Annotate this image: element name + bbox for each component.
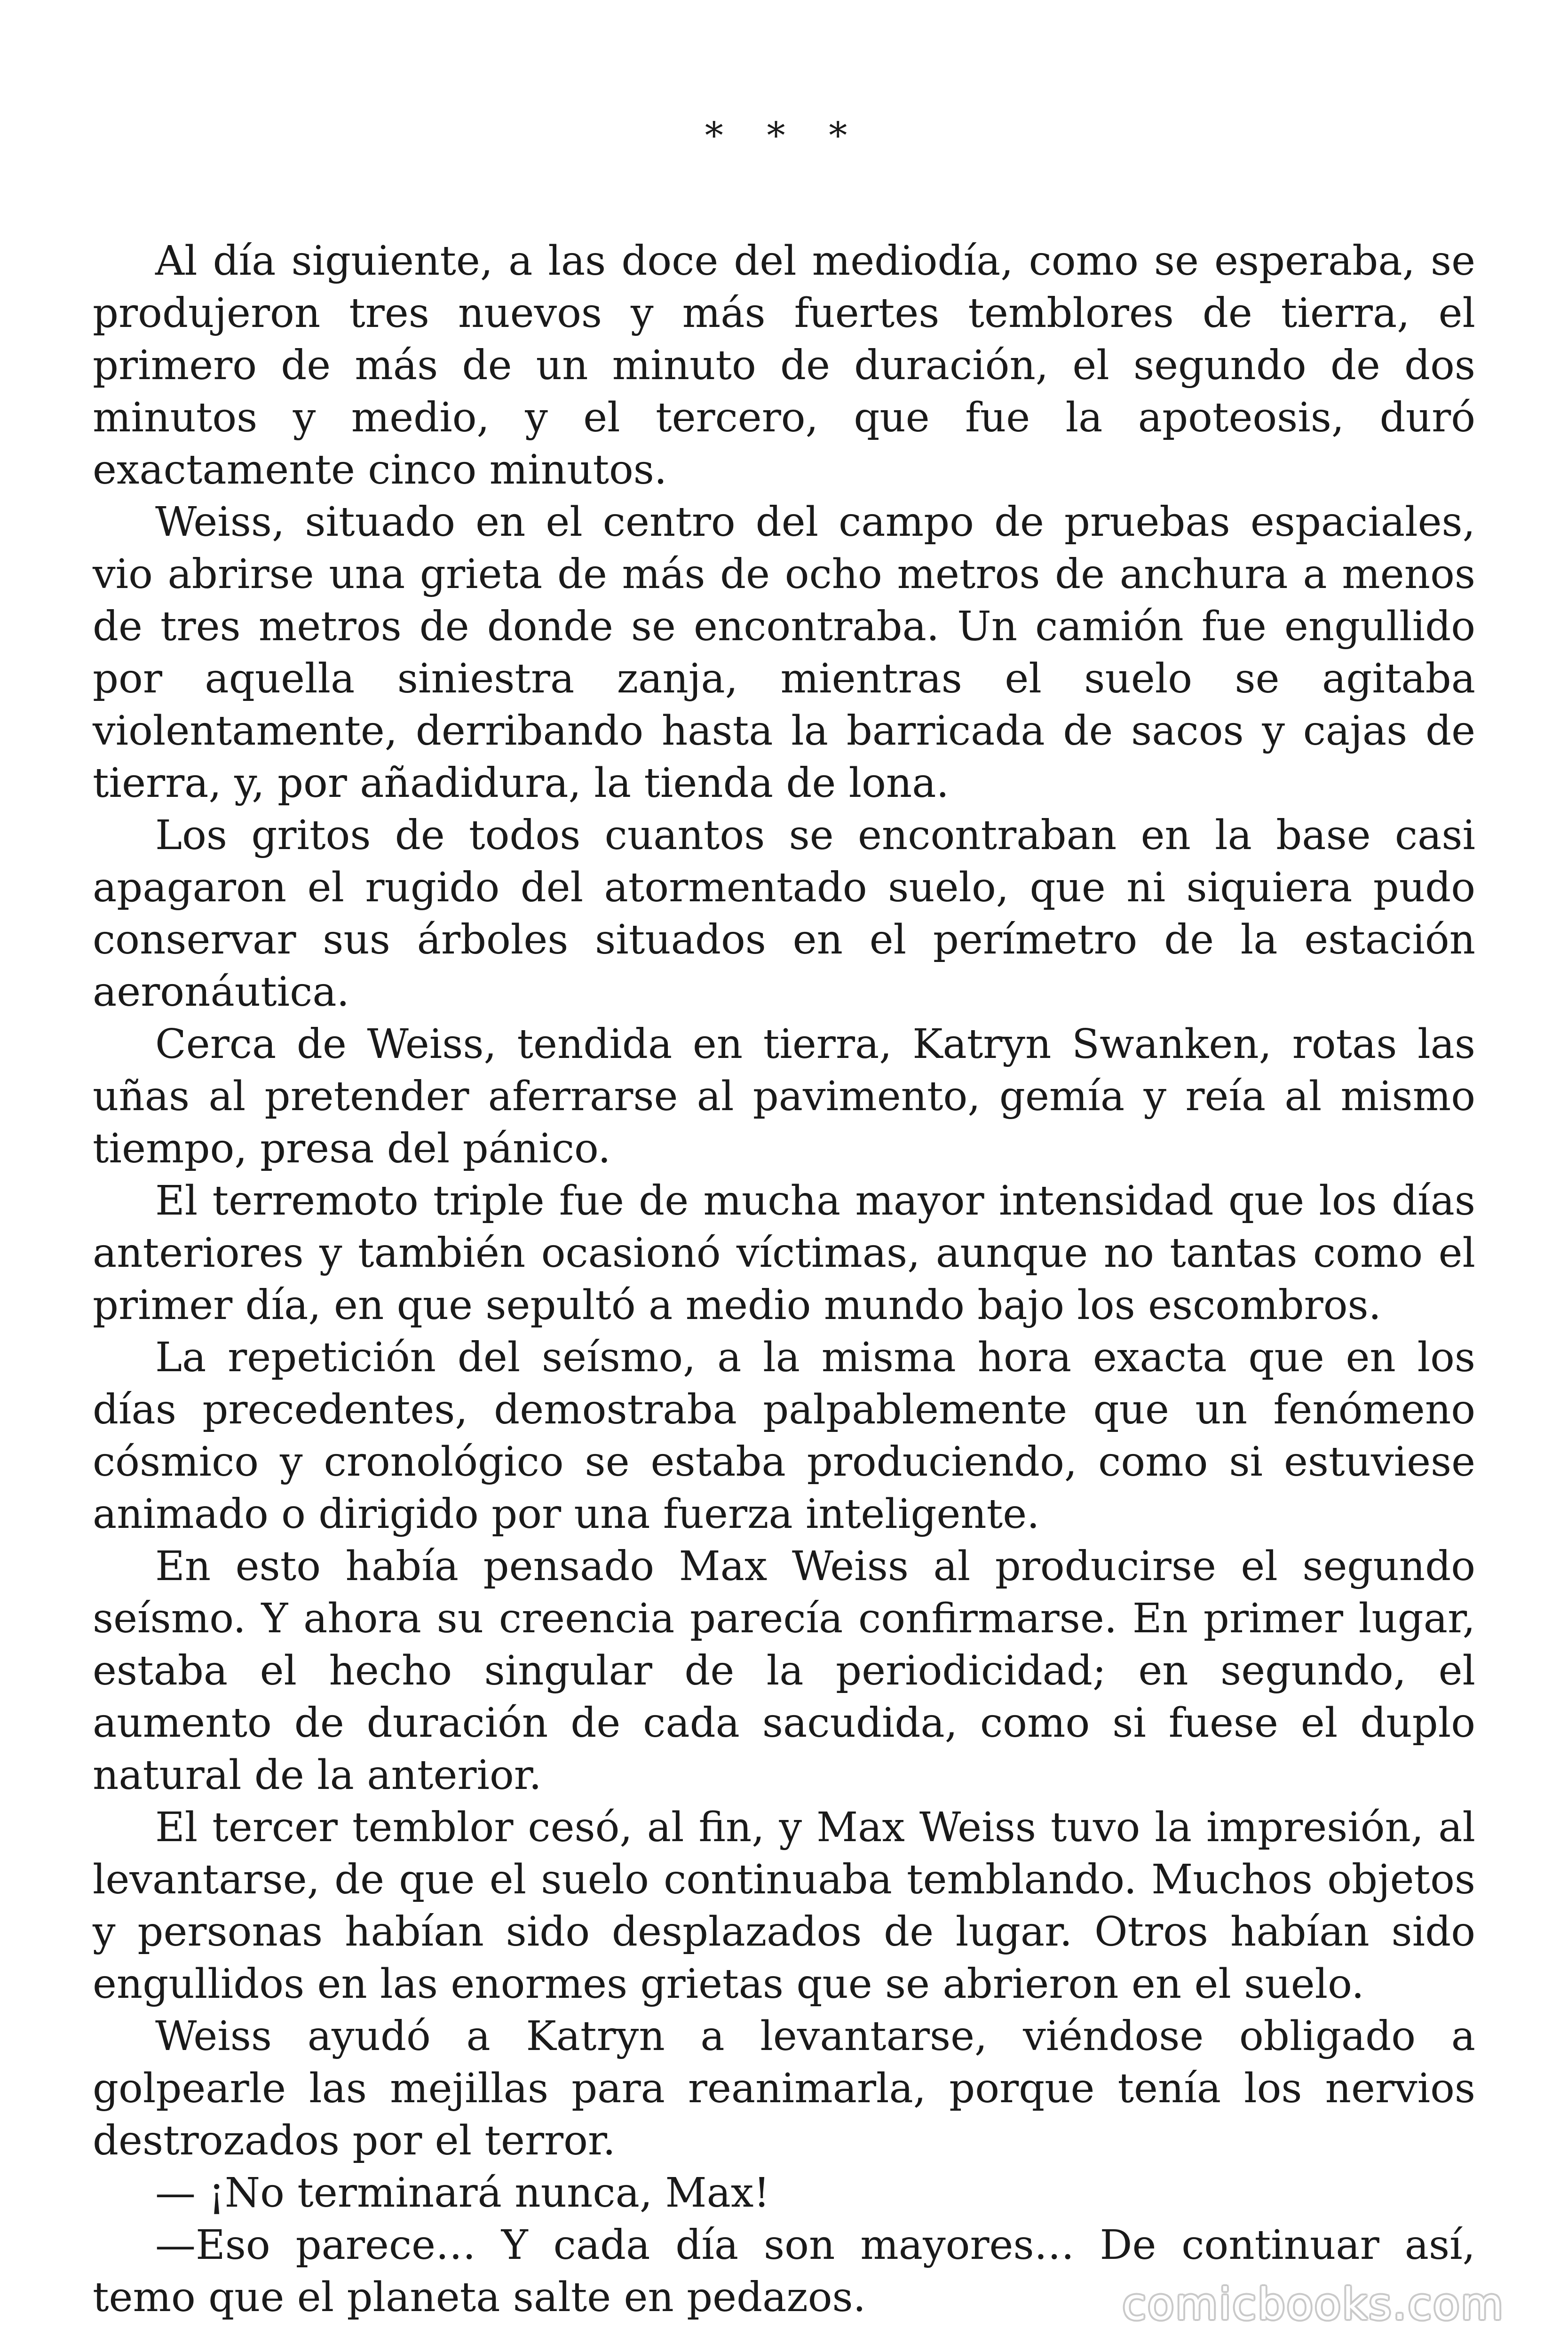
paragraph: El tercer temblor cesó, al fin, y Max Weiss tuvo la impresión, al levantarse, de que el suelo continuaba temblando. Muchos objetos y personas habían sido desplazados de lugar. Otros habían sido engullidos en las enormes grietas que se abrieron en el suelo. [93,1804,1475,2008]
paragraph: En esto había pensado Max Weiss al producirse el segundo seísmo. Y ahora su creencia parecía confirmarse. En primer lugar, estaba el hecho singular de la periodicidad; en segundo, el aumento de duración de cada sacudida, como si fuese el duplo natural de la anterior. [93,1543,1475,1799]
dialogue-line: —Eso parece… Y cada día son mayores… De continuar así, temo que el planeta salte en pedazos. [93,2222,1475,2321]
paragraph: Weiss, situado en el centro del campo de pruebas espaciales, vio abrirse una grieta de más de ocho metros de anchura a menos de tres metros de donde se encontraba. Un camión fue engullido por aquella siniestra zanja, mientras el suelo se agitaba violentamente, derribando hasta la barricada de sacos y cajas de tierra, y, por añadidura, la tienda de lona. [93,499,1475,807]
paragraph: El terremoto triple fue de mucha mayor intensidad que los días anteriores y también ocasionó víctimas, aunque no tantas como el primer día, en que sepultó a medio mundo bajo los escombros. [93,1177,1475,1329]
body-text [93,235,1475,2324]
section-separator: * * * [705,115,863,157]
paragraph: Al día siguiente, a las doce del mediodía, como se esperaba, se produjeron tres nuevos y más fuertes temblores de tierra, el primero de más de un minuto de duración, el segundo de dos minutos y medio, y el tercero, que fue la apoteosis, duró exactamente cinco minutos. [93,238,1475,493]
paragraph: Cerca de Weiss, tendida en tierra, Katryn Swanken, rotas las uñas al pretender aferrarse al pavimento, gemía y reía al mismo tiempo, presa del pánico. [93,1021,1475,1172]
paragraph: Los gritos de todos cuantos se encontraban en la base casi apagaron el rugido del atormentado suelo, que ni siquiera pudo conservar sus árboles situados en el perímetro de la estación aeronáutica. [93,812,1475,1016]
paragraph: Weiss ayudó a Katryn a levantarse, viéndose obligado a golpearle las mejillas para reanimarla, porque tenía los nervios destrozados por el terror. [93,2013,1475,2164]
dialogue-line: — ¡No terminará nunca, Max! [155,2169,770,2217]
watermark: comicbooks.com [1122,2279,1505,2329]
paragraph: La repetición del seísmo, a la misma hora exacta que en los días precedentes, demostraba palpablemente que un fenómeno cósmico y cronológico se estaba produciendo, como si estuviese animado o dirigido por una fuerza inteligente. [93,1334,1475,1538]
